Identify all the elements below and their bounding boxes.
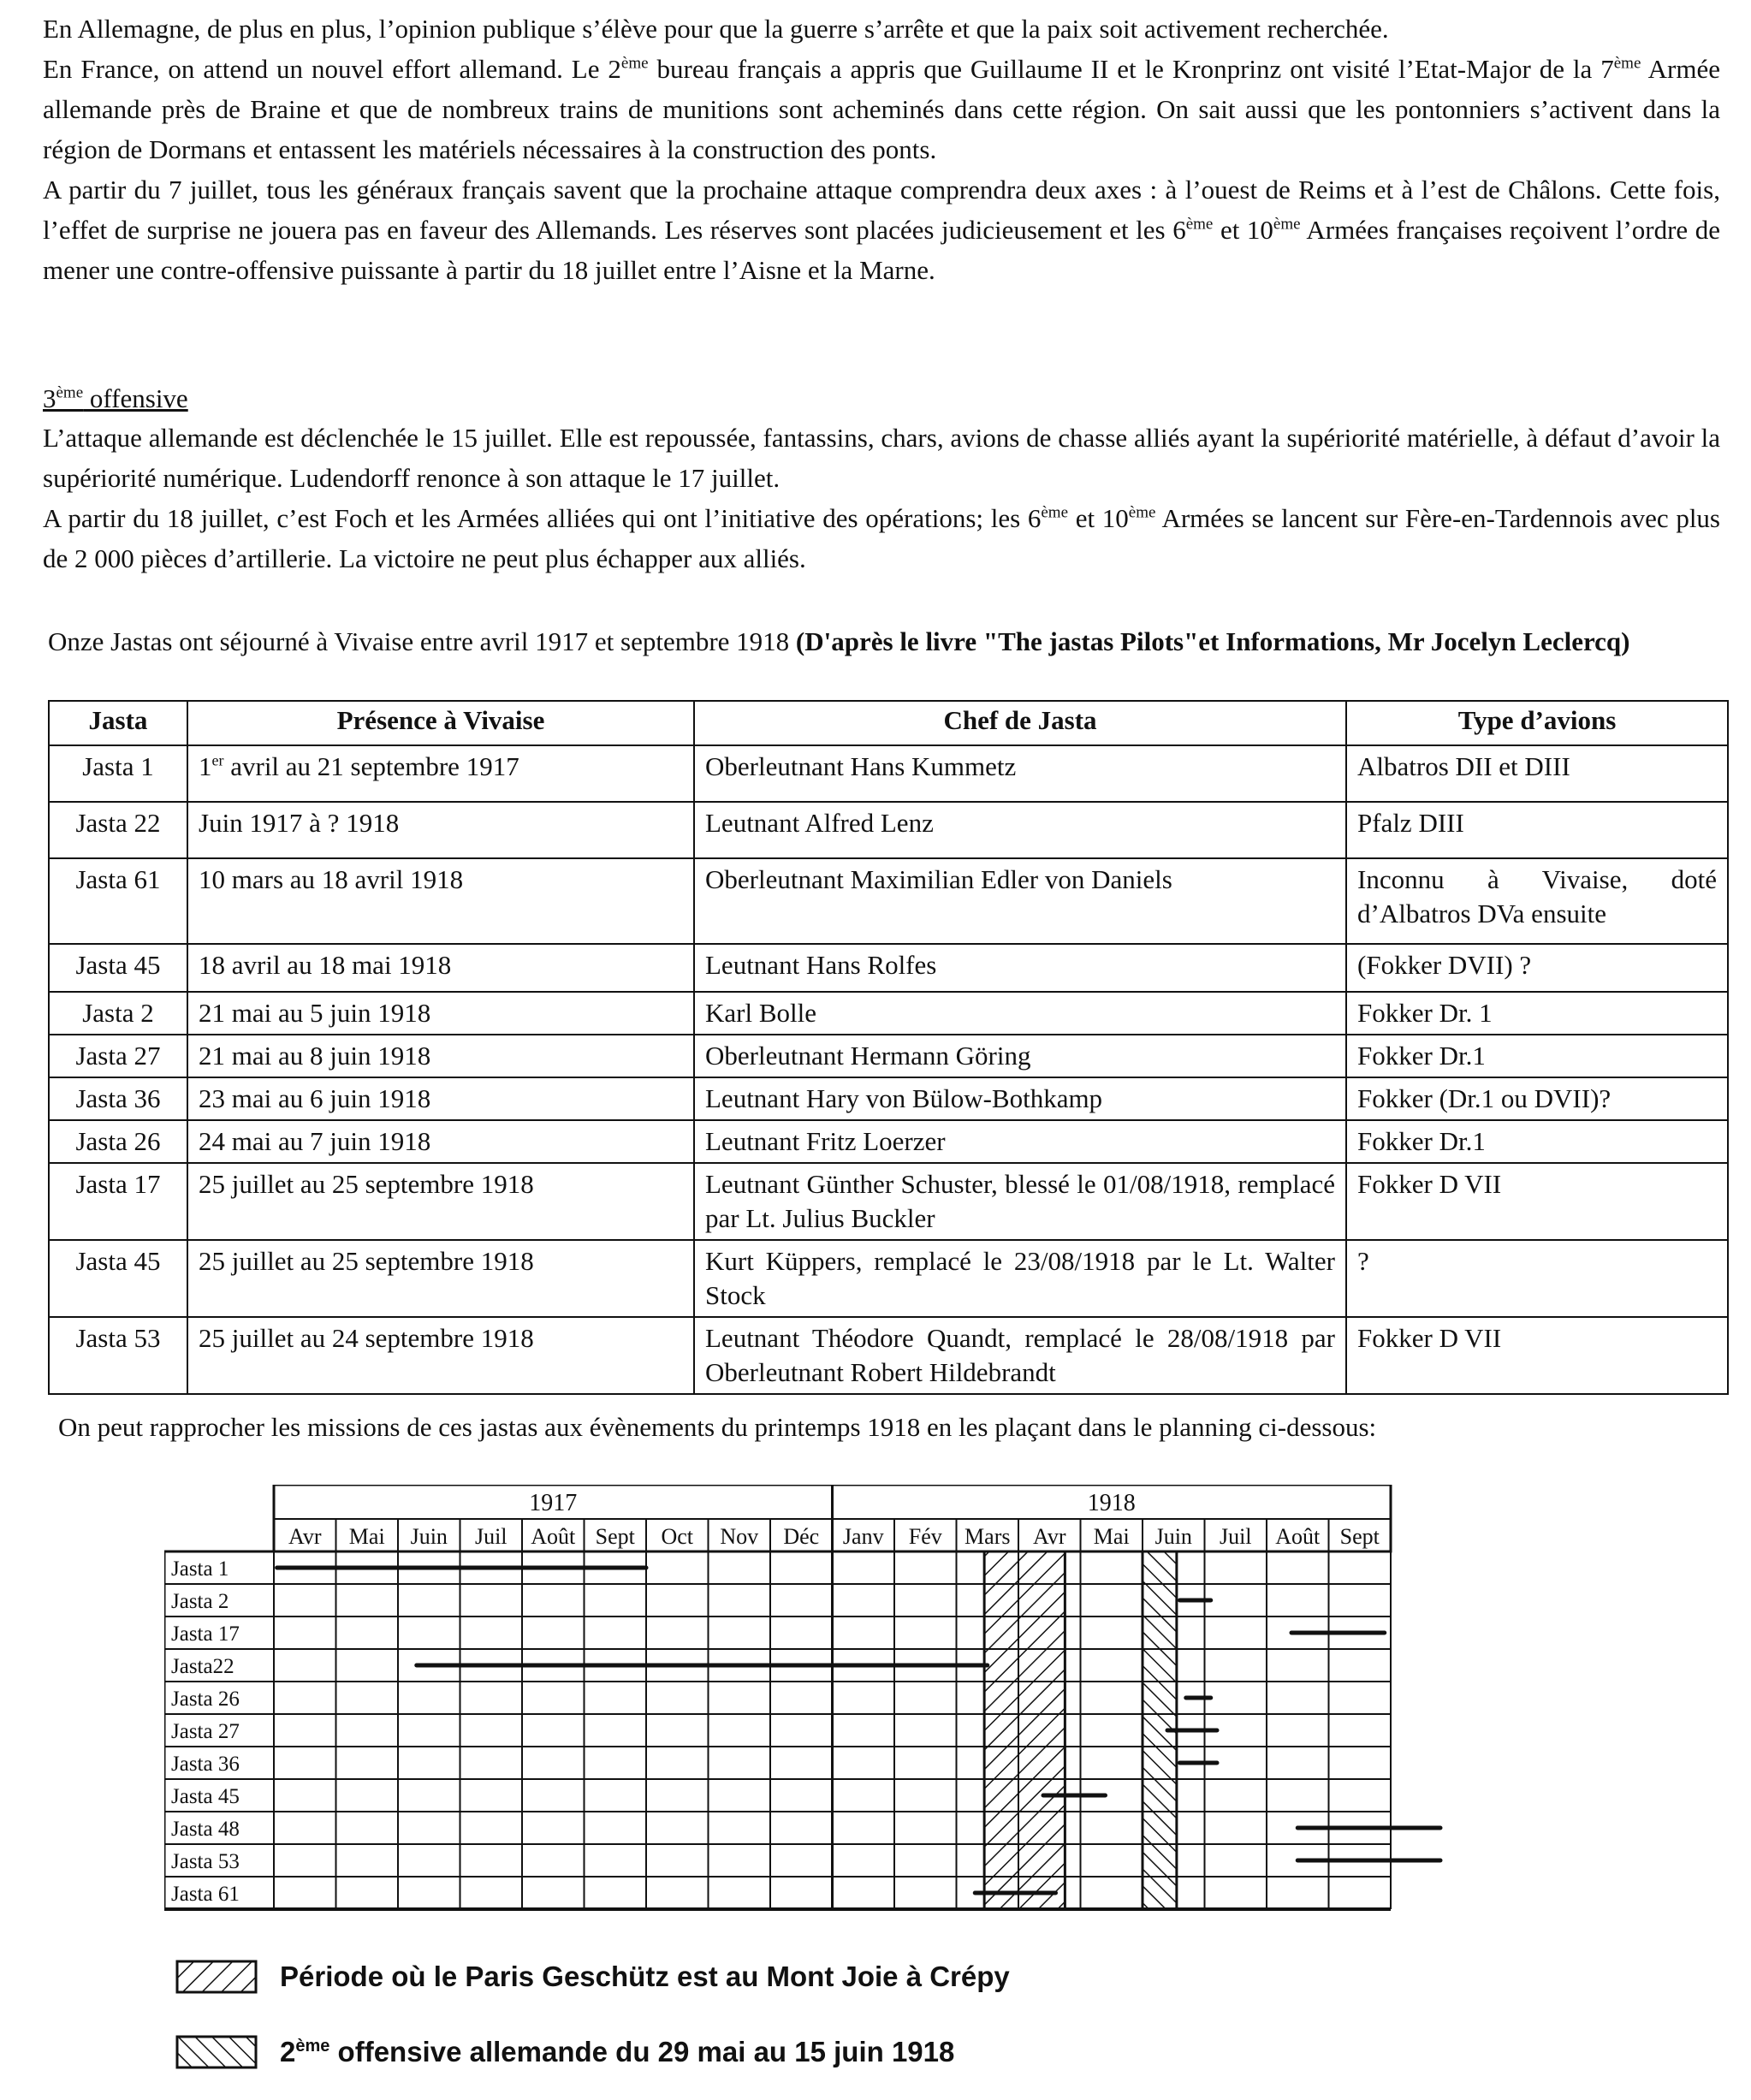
cell-jasta: Jasta 2 bbox=[49, 992, 187, 1035]
offensive-paragraph bbox=[43, 418, 1720, 578]
presence-text: avril au 21 septembre 1917 bbox=[223, 751, 519, 781]
month-label: Sept bbox=[1339, 1524, 1380, 1549]
col-header-presence: Présence à Vivaise bbox=[187, 701, 694, 745]
table-header-row bbox=[49, 701, 1728, 745]
row-label: Jasta 26 bbox=[171, 1688, 240, 1711]
col-header-type: Type d’avions bbox=[1346, 701, 1728, 745]
presence-text: 25 juillet au 24 septembre 1918 bbox=[199, 1323, 534, 1353]
superscript: er bbox=[211, 751, 224, 769]
heading-text: offensive bbox=[83, 383, 188, 413]
table-caption bbox=[48, 622, 1725, 661]
legend-number: 2 bbox=[280, 2036, 296, 2067]
table-row bbox=[49, 992, 1728, 1035]
cell-presence bbox=[187, 1163, 694, 1240]
month-label: Juin bbox=[410, 1524, 448, 1549]
cell-type: Fokker D VII bbox=[1346, 1163, 1728, 1240]
cell-chef: Oberleutnant Hermann Göring bbox=[694, 1035, 1346, 1077]
cell-type: Albatros DII et DIII bbox=[1346, 745, 1728, 802]
cell-type: Pfalz DIII bbox=[1346, 802, 1728, 858]
legend-label bbox=[280, 2036, 954, 2068]
legend-item-paris-geschutz bbox=[175, 1960, 1010, 1994]
presence-text: 23 mai au 6 juin 1918 bbox=[199, 1083, 431, 1113]
row-label: Jasta 17 bbox=[171, 1622, 240, 1646]
text-line: En France, on attend un nouvel effort allemand. Le 2 bbox=[43, 54, 621, 84]
table-row bbox=[49, 1163, 1728, 1240]
table-row bbox=[49, 1240, 1728, 1317]
heading-number: 3 bbox=[43, 383, 56, 413]
year-label: 1918 bbox=[1087, 1490, 1136, 1516]
row-label: Jasta 53 bbox=[171, 1850, 240, 1873]
superscript: ème bbox=[295, 2037, 330, 2056]
row-label: Jasta 1 bbox=[171, 1557, 229, 1581]
col-header-chef: Chef de Jasta bbox=[694, 701, 1346, 745]
planning-intro: On peut rapprocher les missions de ces jastas aux évènements du printemps 1918 en les plaçant dans le planning ci-dessous: bbox=[58, 1412, 1377, 1442]
hatch-forward-swatch-icon bbox=[175, 1960, 258, 1994]
text-line: L’attaque allemande est déclenchée le 15 juillet. Elle est repoussée, fantassins, chars, avions de chasse alliés ayant la supériorité matérielle, à défaut d’avoir la supériorité numérique. Ludendorff renonce à son attaque le 17 juillet. bbox=[43, 423, 1720, 493]
superscript: ème bbox=[1613, 54, 1641, 73]
legend-label: Période où le Paris Geschütz est au Mont Joie à Crépy bbox=[280, 1961, 1010, 1992]
cell-chef: Leutnant Alfred Lenz bbox=[694, 802, 1346, 858]
intro-paragraph bbox=[43, 9, 1720, 290]
cell-jasta: Jasta 53 bbox=[49, 1317, 187, 1394]
text-line: Armées se lancent sur Fère-en-Tardennois avec plus de 2 000 pièces d’artillerie. La victoire ne peut plus échapper aux alliés. bbox=[43, 503, 1720, 573]
planning-chart bbox=[164, 1485, 1465, 1943]
table-row bbox=[49, 1077, 1728, 1120]
cell-jasta: Jasta 27 bbox=[49, 1035, 187, 1077]
month-label: Déc bbox=[783, 1524, 820, 1549]
cell-jasta: Jasta 26 bbox=[49, 1120, 187, 1163]
superscript: ème bbox=[56, 383, 84, 402]
cell-type: Inconnu à Vivaise, doté d’Albatros DVa ensuite bbox=[1346, 858, 1728, 944]
superscript: ème bbox=[1128, 503, 1156, 522]
text-line: A partir du 18 juillet, c’est Foch et les Armées alliées qui ont l’initiative des opérations; les 6 bbox=[43, 503, 1042, 533]
cell-chef: Leutnant Théodore Quandt, remplacé le 28/08/1918 par Oberleutnant Robert Hildebrandt bbox=[694, 1317, 1346, 1394]
table-row bbox=[49, 944, 1728, 992]
presence-text: Juin 1917 à ? 1918 bbox=[199, 808, 400, 838]
text-line: En Allemagne, de plus en plus, l’opinion publique s’élève pour que la guerre s’arrête et que la paix soit activement recherchée. bbox=[43, 14, 1389, 44]
row-label: Jasta 2 bbox=[171, 1590, 229, 1613]
table-row bbox=[49, 858, 1728, 944]
row-label: Jasta22 bbox=[171, 1655, 234, 1678]
month-label: Fév bbox=[908, 1524, 942, 1549]
presence-text: 21 mai au 8 juin 1918 bbox=[199, 1041, 431, 1071]
cell-chef: Karl Bolle bbox=[694, 992, 1346, 1035]
table-row bbox=[49, 1035, 1728, 1077]
table-row bbox=[49, 802, 1728, 858]
cell-chef: Leutnant Hary von Bülow-Bothkamp bbox=[694, 1077, 1346, 1120]
cell-chef: Oberleutnant Maximilian Edler von Daniels bbox=[694, 858, 1346, 944]
table-row bbox=[49, 1120, 1728, 1163]
superscript: ème bbox=[620, 54, 649, 73]
month-label: Mars bbox=[965, 1524, 1011, 1549]
cell-jasta: Jasta 45 bbox=[49, 1240, 187, 1317]
month-label: Sept bbox=[595, 1524, 635, 1549]
planning-grid bbox=[164, 1485, 1465, 1938]
month-label: Août bbox=[531, 1524, 576, 1549]
month-label: Mai bbox=[1093, 1524, 1130, 1549]
presence-text: 21 mai au 5 juin 1918 bbox=[199, 998, 431, 1028]
cell-jasta: Jasta 61 bbox=[49, 858, 187, 944]
month-label: Mai bbox=[348, 1524, 385, 1549]
cell-presence bbox=[187, 858, 694, 944]
hatch-backward-swatch-icon bbox=[175, 2035, 258, 2069]
col-header-jasta: Jasta bbox=[49, 701, 187, 745]
superscript: ème bbox=[1185, 215, 1214, 234]
text-line: Armées françaises reçoivent l’ordre de mener une contre-offensive puissante à partir du 18 juillet entre l’Aisne et la Marne. bbox=[43, 215, 1720, 285]
cell-jasta: Jasta 17 bbox=[49, 1163, 187, 1240]
cell-chef: Kurt Küppers, remplacé le 23/08/1918 par le Lt. Walter Stock bbox=[694, 1240, 1346, 1317]
section-heading bbox=[43, 383, 188, 414]
cell-chef: Leutnant Günther Schuster, blessé le 01/08/1918, remplacé par Lt. Julius Buckler bbox=[694, 1163, 1346, 1240]
cell-presence bbox=[187, 1240, 694, 1317]
cell-chef: Leutnant Hans Rolfes bbox=[694, 944, 1346, 992]
cell-presence bbox=[187, 1317, 694, 1394]
table-row bbox=[49, 1317, 1728, 1394]
row-label: Jasta 45 bbox=[171, 1785, 240, 1808]
presence-text: 25 juillet au 25 septembre 1918 bbox=[199, 1246, 534, 1276]
presence-prefix: 1 bbox=[199, 751, 212, 781]
presence-text: 24 mai au 7 juin 1918 bbox=[199, 1126, 431, 1156]
text-line: A partir du 7 juillet, tous les généraux français savent que la prochaine attaque comprendra deux axes : à l’ouest de Reims et à l’est de Châlons. Cette fois, l’effet de surprise ne jouera pas en faveur des Allemands. Les réserves sont placées judicieusement et les 6 bbox=[43, 175, 1720, 245]
cell-presence bbox=[187, 1035, 694, 1077]
cell-presence bbox=[187, 745, 694, 802]
cell-presence bbox=[187, 1077, 694, 1120]
year-label: 1917 bbox=[529, 1490, 578, 1516]
caption-source: (D'après le livre "The jastas Pilots"et Informations, Mr Jocelyn Leclercq) bbox=[795, 626, 1630, 656]
month-label: Oct bbox=[661, 1524, 694, 1549]
cell-presence bbox=[187, 1120, 694, 1163]
table-body bbox=[49, 745, 1728, 1394]
month-label: Août bbox=[1275, 1524, 1321, 1549]
cell-jasta: Jasta 45 bbox=[49, 944, 187, 992]
row-label: Jasta 36 bbox=[171, 1753, 240, 1776]
text-line: Armée allemande près de Braine et que de nombreux trains de munitions sont acheminés dans cette région. On sait aussi que les pontonniers s’activent dans la région de Dormans et entassent les matériels nécessaires à la construction des ponts. bbox=[43, 54, 1720, 164]
cell-type: (Fokker DVII) ? bbox=[1346, 944, 1728, 992]
superscript: ème bbox=[1273, 215, 1301, 234]
cell-type: ? bbox=[1346, 1240, 1728, 1317]
row-label: Jasta 61 bbox=[171, 1883, 240, 1906]
cell-jasta: Jasta 22 bbox=[49, 802, 187, 858]
legend-text: offensive allemande du 29 mai au 15 juin 1918 bbox=[329, 2036, 955, 2067]
cell-type: Fokker Dr.1 bbox=[1346, 1035, 1728, 1077]
month-label: Nov bbox=[720, 1524, 759, 1549]
presence-text: 10 mars au 18 avril 1918 bbox=[199, 864, 464, 894]
jastas-table bbox=[48, 700, 1729, 1395]
table-row bbox=[49, 745, 1728, 802]
cell-presence bbox=[187, 944, 694, 992]
cell-jasta: Jasta 1 bbox=[49, 745, 187, 802]
month-label: Juil bbox=[474, 1524, 507, 1549]
cell-type: Fokker Dr.1 bbox=[1346, 1120, 1728, 1163]
presence-text: 25 juillet au 25 septembre 1918 bbox=[199, 1169, 534, 1199]
text-line: et 10 bbox=[1068, 503, 1129, 533]
month-label: Avr bbox=[1032, 1524, 1066, 1549]
superscript: ème bbox=[1041, 503, 1069, 522]
cell-type: Fokker D VII bbox=[1346, 1317, 1728, 1394]
month-label: Avr bbox=[288, 1524, 322, 1549]
month-label: Janv bbox=[842, 1524, 884, 1549]
presence-text: 18 avril au 18 mai 1918 bbox=[199, 950, 452, 980]
cell-type: Fokker Dr. 1 bbox=[1346, 992, 1728, 1035]
cell-presence bbox=[187, 802, 694, 858]
month-label: Juil bbox=[1219, 1524, 1252, 1549]
cell-chef: Leutnant Fritz Loerzer bbox=[694, 1120, 1346, 1163]
cell-type: Fokker (Dr.1 ou DVII)? bbox=[1346, 1077, 1728, 1120]
text-line: bureau français a appris que Guillaume II et le Kronprinz ont visité l’Etat-Major de la 7 bbox=[648, 54, 1614, 84]
cell-chef: Oberleutnant Hans Kummetz bbox=[694, 745, 1346, 802]
legend-item-offensive bbox=[175, 2035, 954, 2069]
text-line: et 10 bbox=[1213, 215, 1273, 245]
caption-text: Onze Jastas ont séjourné à Vivaise entre avril 1917 et septembre 1918 bbox=[48, 626, 796, 656]
row-label: Jasta 48 bbox=[171, 1818, 240, 1841]
cell-presence bbox=[187, 992, 694, 1035]
month-label: Juin bbox=[1154, 1524, 1192, 1549]
row-label: Jasta 27 bbox=[171, 1720, 240, 1743]
hatched-region bbox=[984, 1551, 1065, 1909]
cell-jasta: Jasta 36 bbox=[49, 1077, 187, 1120]
